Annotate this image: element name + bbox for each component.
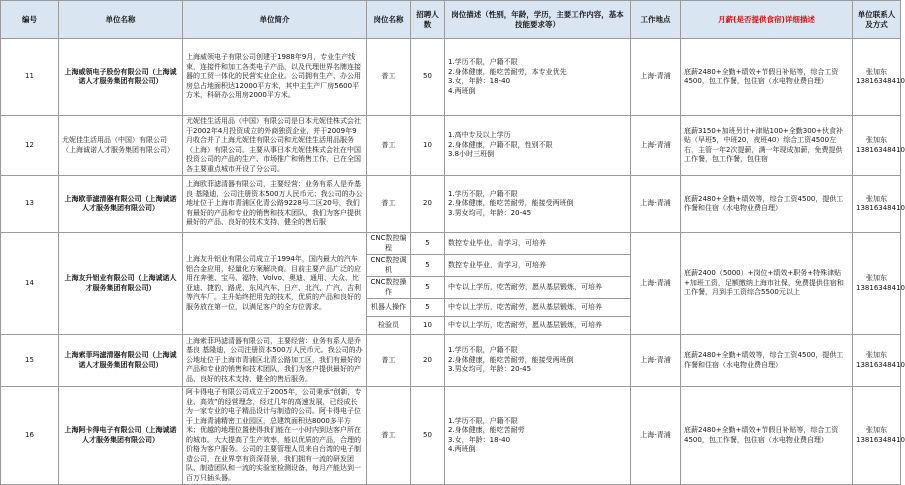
hire-count: 5 bbox=[411, 299, 445, 317]
work-location: 上海-青浦 bbox=[631, 39, 681, 116]
header-contact: 单位联系人及方式 bbox=[853, 1, 901, 39]
work-location: 上海-青浦 bbox=[631, 233, 681, 335]
contact-info: 张加东 13816348410 bbox=[853, 387, 901, 485]
header-desc: 岗位描述（性别，年龄，学历，主要工作内容，基本技能要求等） bbox=[445, 1, 631, 39]
row-no: 12 bbox=[1, 116, 59, 176]
salary-desc: 底薪2480+全勤+绩效+节假日补贴等，综合工资4500，包工作餐，包住宿（水电物业费自理） bbox=[681, 39, 853, 116]
table-row bbox=[1, 39, 901, 116]
hire-count: 5 bbox=[411, 277, 445, 299]
hire-count: 50 bbox=[411, 387, 445, 485]
position-name: 普工 bbox=[367, 387, 411, 485]
hire-count: 20 bbox=[411, 335, 445, 387]
company-intro: 上海友升铝业有限公司成立于1994年，国内最大的汽车铝合金应用，轻量化方案解决商。目前主要产品广泛的应用在奔驰、宝马、福特、Volvo、奥迪、通用、大众、比亚迪、捷豹、路虎、东风汽车、日产、北汽、广汽、吉利等汽车厂。主升始终把用先的技术，优质的产品和良好的服务放在第一位，以满足客户的全方位需求。 bbox=[183, 233, 367, 335]
salary-desc: 底薪2480+全勤+绩效等，综合工资4500，提供工作餐和住宿（水电物业费自理） bbox=[681, 176, 853, 233]
position-desc: 数控专业毕业，肯学习，可培养 bbox=[445, 233, 631, 255]
salary-desc: 底薪3150+加班另计+津贴100+全勤300+伙食补贴（早班5，中班20，夜班40）综合工资4500左右，主管一年2次提薪，满一年现成加薪，免费提供工作餐，包工作餐，包住宿 bbox=[681, 116, 853, 176]
table-row bbox=[1, 176, 901, 233]
hire-count: 10 bbox=[411, 317, 445, 335]
contact-info: 张加东 13816348410 bbox=[853, 335, 901, 387]
row-no: 13 bbox=[1, 176, 59, 233]
company-name: 上海欧菲滤清器有限公司（上海诚诺人才服务集团有限公司） bbox=[59, 176, 183, 233]
company-name: 上海索菲玛滤清器有限公司（上海诚诺人才服务集团有限公司） bbox=[59, 335, 183, 387]
row-no: 16 bbox=[1, 387, 59, 485]
hire-count: 5 bbox=[411, 233, 445, 255]
position-name: 普工 bbox=[367, 116, 411, 176]
row-no: 14 bbox=[1, 233, 59, 335]
table-row bbox=[1, 387, 901, 485]
company-intro: 尤妮佳生活用品（中国）有限公司是日本尤妮佳株式会社于2002年4月投资成立的外商独资企业，并于2009年9月收合并了上海尤妮佳有限公司和尤妮佳生活用品服务（上海）有限公司。主要从事日本尤妮佳株式会社在中国投资公司的产品的生产、市场推广和销售工作，已在全国各主要重点城市开设了分公司。 bbox=[183, 116, 367, 176]
header-position: 岗位名称 bbox=[367, 1, 411, 39]
contact-info: 张加东 13816348410 bbox=[853, 116, 901, 176]
hire-count: 5 bbox=[411, 255, 445, 277]
table-row bbox=[1, 233, 901, 255]
company-name: 上海友升铝业有限公司（上海诚诺人才服务集团有限公司） bbox=[59, 233, 183, 335]
hire-count: 20 bbox=[411, 176, 445, 233]
header-location: 工作地点 bbox=[631, 1, 681, 39]
row-no: 11 bbox=[1, 39, 59, 116]
position-name: CNC数控操作 bbox=[367, 277, 411, 299]
work-location: 上海-青浦 bbox=[631, 387, 681, 485]
header-intro: 单位简介 bbox=[183, 1, 367, 39]
company-name: 上海威领电子股份有限公司（上海诚诺人才服务集团有限公司） bbox=[59, 39, 183, 116]
header-no: 编号 bbox=[1, 1, 59, 39]
row-no: 15 bbox=[1, 335, 59, 387]
position-name: 普工 bbox=[367, 335, 411, 387]
work-location: 上海-青浦 bbox=[631, 335, 681, 387]
company-name: 上海阿卡得电子有限公司（上海诚诺人才服务集团有限公司） bbox=[59, 387, 183, 485]
salary-desc: 底薪2480+全勤+绩效+节假日补贴等，综合工资4500，包工作餐，包住宿（水电物业费自理） bbox=[681, 387, 853, 485]
position-desc: 中专以上学历，吃苦耐劳，愿从基层锻炼，可培养 bbox=[445, 317, 631, 335]
salary-desc: 底薪2400（5000）+岗位+绩效+职务+特殊津贴+加班工资，足额缴纳上海市社保，免费提供住宿和工作餐，月到手工资综合5500元以上 bbox=[681, 233, 853, 335]
header-company: 单位名称 bbox=[59, 1, 183, 39]
work-location: 上海-青浦 bbox=[631, 116, 681, 176]
company-intro: 上海索菲玛滤清器有限公司，主要经营：业务有系人是乔基良 基隆迪，公司注册资本500万人民币元。我公司的办公地址位于上海市青浦区北青公路加工区，我们有最好的产品和专业的销售和技术团队，我们为客户提供最好的产品、良好的技术支持、健全的售后服务。 bbox=[183, 335, 367, 387]
position-desc: 中专以上学历，吃苦耐劳，愿从基层锻炼，可培养 bbox=[445, 277, 631, 299]
position-name: 机器人操作 bbox=[367, 299, 411, 317]
header-count: 招聘人数 bbox=[411, 1, 445, 39]
header-row bbox=[1, 1, 901, 39]
work-location: 上海-青浦 bbox=[631, 176, 681, 233]
position-name: 普工 bbox=[367, 39, 411, 116]
hire-count: 50 bbox=[411, 39, 445, 116]
position-desc: 1.学历不限，户籍不限 2.身体健康，能吃苦耐劳，能接受两班倒 3.男女均可，年龄：20-45 bbox=[445, 335, 631, 387]
position-desc: 1.学历不限，户籍不限 2.身体健康，能吃苦耐劳，能接受两班倒 3.男女均可，年龄：20-45 bbox=[445, 176, 631, 233]
position-desc: 数控专业毕业，肯学习，可培养 bbox=[445, 255, 631, 277]
position-name: CNC数控编程 bbox=[367, 233, 411, 255]
position-desc: 1.学历不限，户籍不限 2.身体健康，能吃苦耐劳，本专业优先 3.女，年龄：18-40 4.两班倒 bbox=[445, 39, 631, 116]
company-intro: 阿卡得电子有限公司成立于2005年，公司秉承“创新，专业、高效”的经营理念，经过几年的高速发展，已经成长为一家专业的电子精品设计与制造的公司。阿卡得电子位于上海青浦精密工业园区，总建筑面积达8000多平方米；优越的地理位置使得我们能在一小时内到达客户所在的城市。大大提高了生产效率，能以优质的产品，合理的价格为客户服务。公司的主要管理人员来自台湾的电子制造公司，在业界享有资深背景，我们拥有一流的研发团队、制造团队和一流的实验室检测设备，每月产能达到一百万只插头器。 bbox=[183, 387, 367, 485]
company-intro: 上海欧菲滤清器有限公司，主要经营：业务有系人是乔基良 基隆迪，公司注册资本500万人民币元；我公司的办公地址位于上海市青浦区化青公路9228号二区20号，我们有最好的产品和专业的销售和技术团队，我们为客户提供最好的产品、良好的技术支持、健全的售后服 bbox=[183, 176, 367, 233]
position-name: CNC数控调机 bbox=[367, 255, 411, 277]
contact-info: 张加东 13816348410 bbox=[853, 233, 901, 335]
contact-info: 张加东 13816348410 bbox=[853, 39, 901, 116]
position-name: 普工 bbox=[367, 176, 411, 233]
company-name: 尤妮佳生活用品（中国）有限公司（上海诚诺人才服务集团有限公司） bbox=[59, 116, 183, 176]
position-desc: 1.学历不限，户籍不限 2.身体健康，能吃苦耐劳 3.女，年龄：18-40 4.两班倒 bbox=[445, 387, 631, 485]
company-intro: 上海威领电子有限公司创建于1988年9月，专业生产线束，连接件和加工各类电子产品，以及代理世界名牌连接器的工贸一体化的民营实业企业。公司拥有生产、办公用房总占地面积达12000平方米，其中主生产厂房5600平方米，科研办公用房2000平方米。 bbox=[183, 39, 367, 116]
position-desc: 1.高中专及以上学历 2.身体健康，户籍不限，性别不限 3.8小时三班倒 bbox=[445, 116, 631, 176]
position-desc: 中专以上学历，吃苦耐劳，愿从基层锻炼，可培养 bbox=[445, 299, 631, 317]
header-salary: 月薪(是否提供食宿)详细描述 bbox=[681, 1, 853, 39]
salary-desc: 底薪2480+全勤+绩效等，综合工资4500，提供工作餐和住宿（水电物业费自理） bbox=[681, 335, 853, 387]
table-row bbox=[1, 116, 901, 176]
table-row bbox=[1, 335, 901, 387]
contact-info: 张加东 13816348410 bbox=[853, 176, 901, 233]
position-name: 检验员 bbox=[367, 317, 411, 335]
hire-count: 10 bbox=[411, 116, 445, 176]
